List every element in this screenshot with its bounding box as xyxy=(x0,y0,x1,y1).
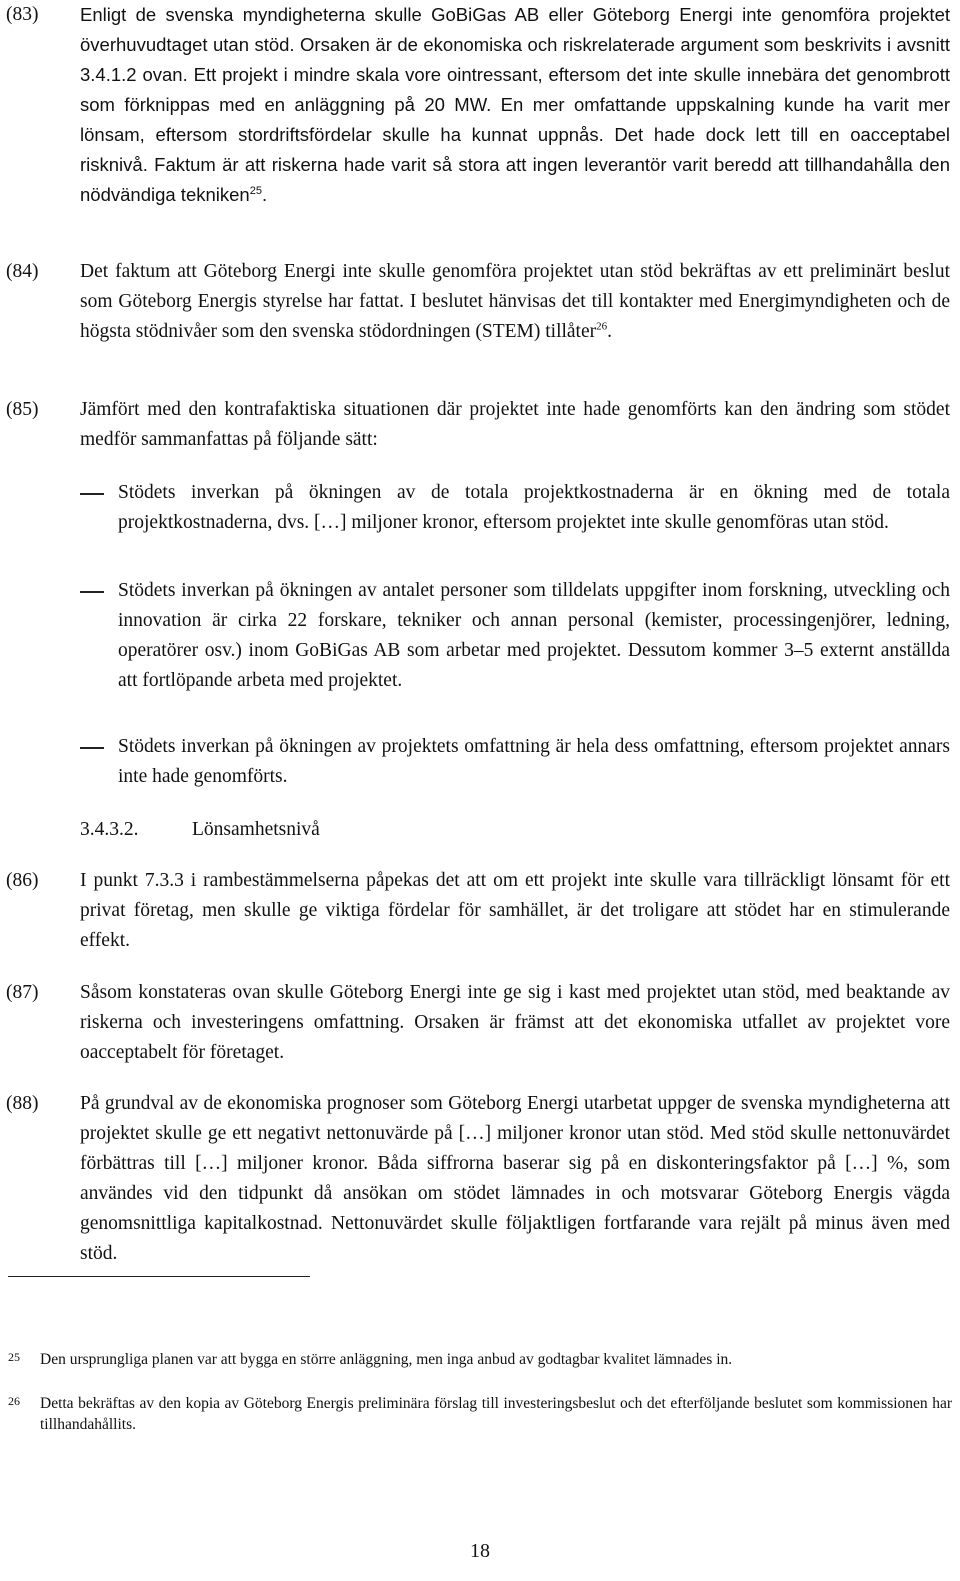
footnote-26 xyxy=(8,1393,952,1435)
list-item xyxy=(80,732,954,792)
page-number: 18 xyxy=(470,1540,490,1562)
paragraph-83 xyxy=(6,0,956,210)
paragraph-85 xyxy=(6,395,956,455)
paragraph-number: (88) xyxy=(6,1093,39,1114)
paragraph-number: (87) xyxy=(6,982,39,1003)
list-item-text: Stödets inverkan på ökningen av de totala projektkostnaderna är en ökning med de totala projektkostnaderna, dvs. […] miljoner kronor, eftersom projektet inte skulle genomföras utan stöd. xyxy=(118,482,950,533)
paragraph-number: (85) xyxy=(6,399,39,420)
footnote-divider xyxy=(8,1276,310,1277)
footnote-ref[interactable]: 25 xyxy=(249,184,262,197)
section-title: Lönsamhetsnivå xyxy=(192,819,320,840)
paragraph-text xyxy=(80,0,956,210)
paragraph-87 xyxy=(6,978,956,1068)
paragraph-text: Såsom konstateras ovan skulle Göteborg Energi inte ge sig i kast med projektet utan stöd, med beaktande av riskerna och investeringens omfattning. Orsaken är främst att det ekonomiska utfallet av projektet vore oacceptabelt för företaget. xyxy=(80,982,950,1063)
list-item-text: Stödets inverkan på ökningen av antalet personer som tilldelats uppgifter inom forskning, utveckling och innovation är cirka 22 forskare, tekniker och annan personal (kemister, processingenjörer, ledning, operatörer osv.) inom GoBiGas AB som arbetar med projektet. Dessutom kommer 3–5 externt anställda att fortlöpande arbeta med projektet. xyxy=(118,580,950,691)
paragraph-text-part: Ett projekt i mindre skala vore ointressant, eftersom det inte skulle innebära det genombrott som förknippas med en anläggning på 20 MW. xyxy=(80,64,950,115)
paragraph-text-end: . xyxy=(261,184,268,205)
paragraph-text-part: En mer omfattande uppskalning kunde ha varit mer lönsam, eftersom stordriftsfördelar skulle ha kunnat uppnås. Det hade dock lett till en oacceptabel risknivå. xyxy=(80,94,950,175)
dash-bullet-icon xyxy=(80,732,118,762)
paragraph-text: Jämfört med den kontrafaktiska situationen där projektet inte hade genomförts kan den ändring som stödet medför sammanfattas på följande sätt: xyxy=(80,399,950,450)
paragraph-text: I punkt 7.3.3 i rambestämmelserna påpekas det att om ett projekt inte skulle vara tillräckligt lönsamt för ett privat företag, men skulle ge viktiga fördelar för samhället, är det troligare att stödet har en stimulerande effekt. xyxy=(80,870,950,951)
list-item xyxy=(80,478,954,538)
paragraph-text-part: Faktum är att riskerna hade varit så stora att ingen leverantör varit beredd att tillhandahålla den nödvändiga tekniken xyxy=(80,154,950,205)
paragraph-text: På grundval av de ekonomiska prognoser som Göteborg Energi utarbetat uppger de svenska myndigheterna att projektet skulle ge ett negativt nettonuvärde på […] miljoner kronor utan stöd. Med stöd skulle nettonuvärdet förbättras till […] miljoner kronor. Båda siffrorna baserar sig på en diskonteringsfaktor på […] %, som användes vid den tidpunkt då ansökan om stödet lämnades in och motsvarar Göteborg Energis vägda genomsnittliga kapitalkostnad. Nettonuvärdet skulle följaktligen fortfarande vara rejält på minus även med stöd. xyxy=(80,1093,950,1264)
paragraph-text-end: . xyxy=(607,321,612,342)
list-item-text: Stödets inverkan på ökningen av projektets omfattning är hela dess omfattning, eftersom projektet annars inte hade genomförts. xyxy=(118,736,950,787)
paragraph-number: (84) xyxy=(6,261,39,282)
paragraph-88 xyxy=(6,1089,956,1269)
paragraph-text-part: Enligt de svenska myndigheterna skulle GoBiGas AB eller Göteborg Energi inte genomföra projektet överhuvudtaget utan stöd. Orsaken är de ekonomiska och riskrelaterade argument som beskrivits i avsnitt 3.4.1.2 ovan. xyxy=(80,4,950,85)
footnote-number: 26 xyxy=(8,1394,20,1408)
footnote-number: 25 xyxy=(8,1350,20,1364)
footnote-25 xyxy=(8,1349,952,1370)
section-number: 3.4.3.2. xyxy=(80,819,139,840)
footnote-text: Detta bekräftas av den kopia av Göteborg Energis preliminära förslag till investeringsbeslut och det efterföljande beslutet som kommissionen har tillhandahållits. xyxy=(40,1395,952,1433)
paragraph-number: (83) xyxy=(6,4,39,25)
paragraph-text xyxy=(80,257,956,347)
paragraph-86 xyxy=(6,866,956,956)
list-item xyxy=(80,576,954,696)
paragraph-text-part: Det faktum att Göteborg Energi inte skulle genomföra projektet utan stöd bekräftas av ett preliminärt beslut som Göteborg Energis styrelse har fattat. I beslutet hänvisas det till kontakter med Energimyndigheten och de högsta stödnivåer som den svenska stödordningen (STEM) tillåter xyxy=(80,261,950,342)
paragraph-number: (86) xyxy=(6,870,39,891)
dash-bullet-icon xyxy=(80,478,118,508)
footnote-text: Den ursprungliga planen var att bygga en större anläggning, men inga anbud av godtagbar kvalitet lämnades in. xyxy=(40,1351,733,1368)
footnote-ref[interactable]: 26 xyxy=(596,320,608,333)
paragraph-84 xyxy=(6,257,956,347)
dash-bullet-icon xyxy=(80,576,118,606)
section-heading xyxy=(80,815,320,845)
